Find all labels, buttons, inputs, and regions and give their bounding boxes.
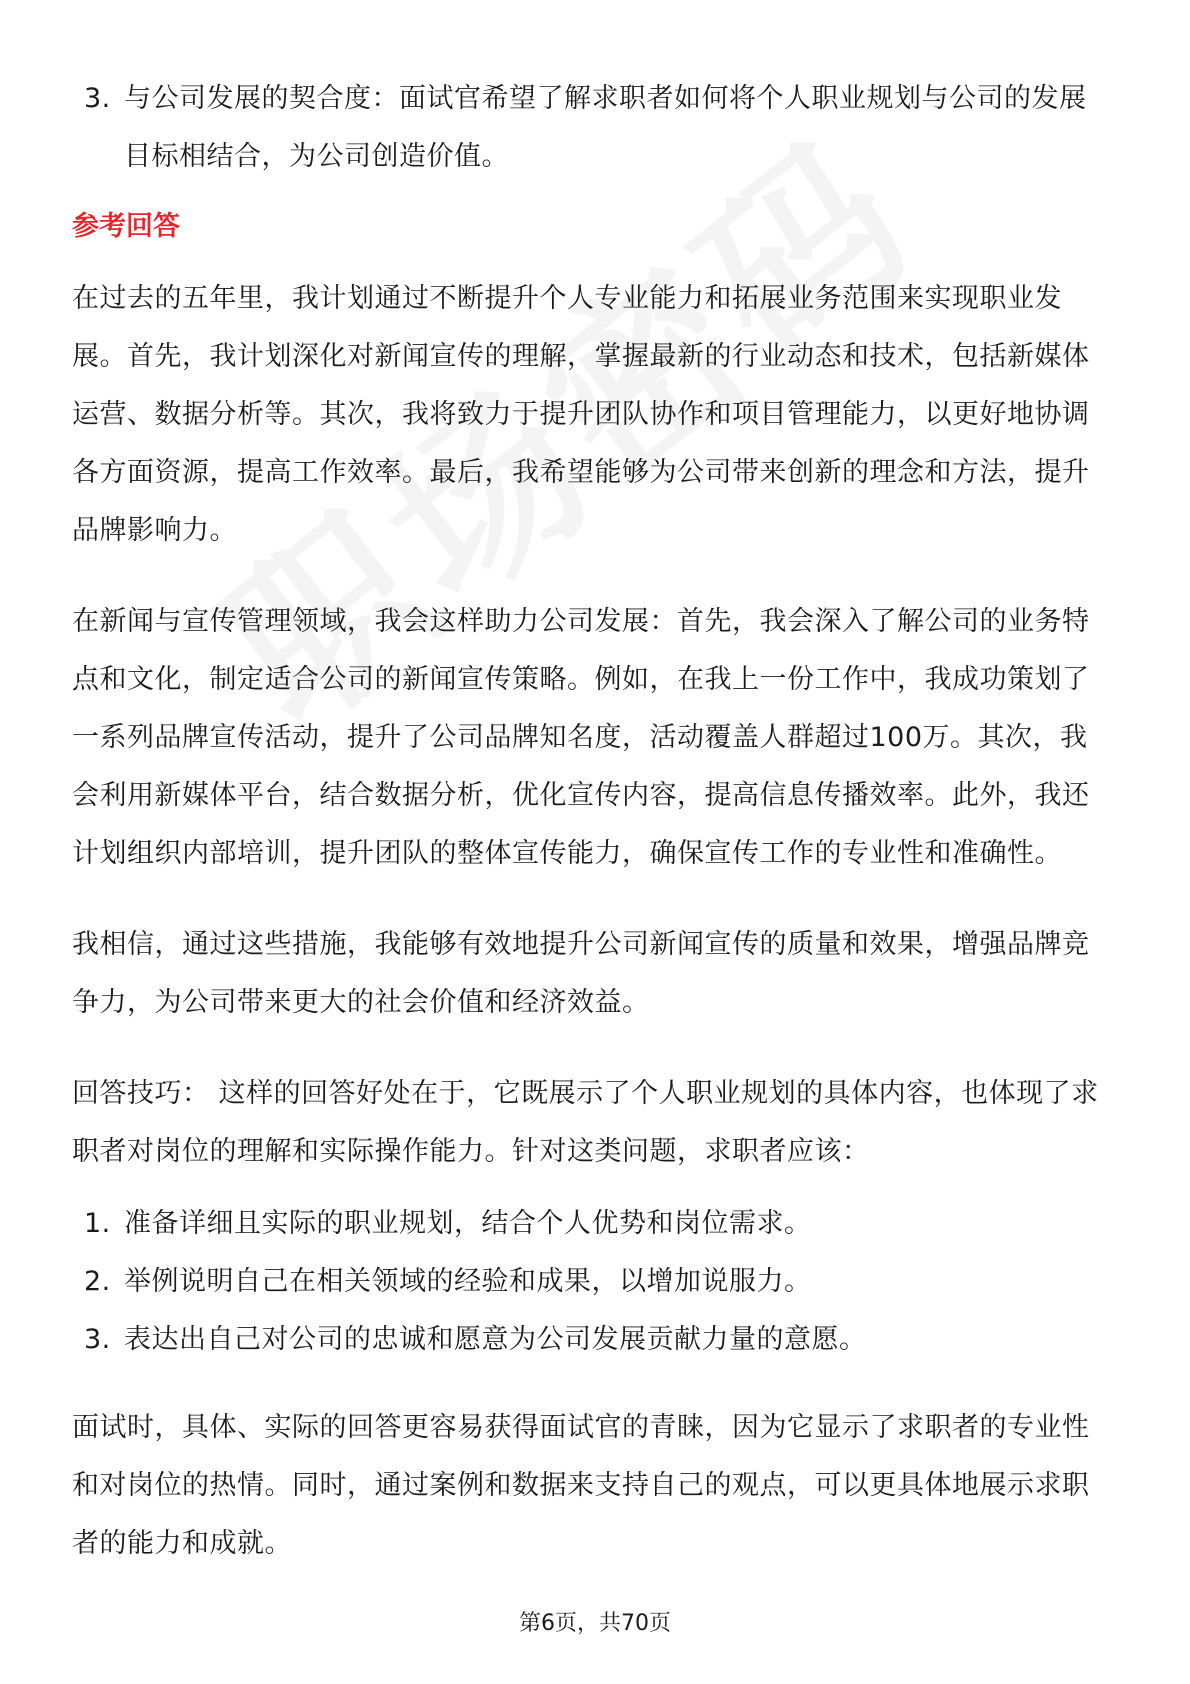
list-item: [72, 70, 1112, 186]
list-text: 准备详细且实际的职业规划，结合个人优势和岗位需求。: [124, 1208, 812, 1239]
closing-paragraph: 面试时，具体、实际的回答更容易获得面试官的青睐，因为它显示了求职者的专业性和对岗位的热情。同时，通过案例和数据来支持自己的观点，可以更具体地展示求职者的能力和成就。: [72, 1412, 1090, 1559]
page-footer: 第6页，共70页: [519, 1611, 671, 1636]
intro-list: [72, 70, 1112, 186]
list-number: 1.: [84, 1208, 111, 1239]
list-item: [72, 1311, 1112, 1369]
section-heading: 参考回答: [72, 211, 180, 242]
tips-intro: 回答技巧： 这样的回答好处在于，它既展示了个人职业规划的具体内容，也体现了求职者对岗位的理解和实际操作能力。针对这类问题，求职者应该：: [72, 1078, 1099, 1167]
list-text: 与公司发展的契合度：面试官希望了解求职者如何将个人职业规划与公司的发展目标相结合，为公司创造价值。: [124, 83, 1087, 172]
list-text: 举例说明自己在相关领域的经验和成果，以增加说服力。: [124, 1266, 812, 1297]
answer-paragraph: 在过去的五年里，我计划通过不断提升个人专业能力和拓展业务范围来实现职业发展。首先，我计划深化对新闻宣传的理解，掌握最新的行业动态和技术，包括新媒体运营、数据分析等。其次，我将致力于提升团队协作和项目管理能力，以更好地协调各方面资源，提高工作效率。最后，我希望能够为公司带来创新的理念和方法，提升品牌影响力。: [72, 283, 1090, 546]
list-text: 表达出自己对公司的忠诚和愿意为公司发展贡献力量的意愿。: [124, 1324, 867, 1355]
list-item: [72, 1253, 1112, 1311]
tips-list: [72, 1195, 1112, 1369]
list-item: [72, 1195, 1112, 1253]
answer-paragraph: 我相信，通过这些措施，我能够有效地提升公司新闻宣传的质量和效果，增强品牌竞争力，为公司带来更大的社会价值和经济效益。: [72, 929, 1090, 1018]
answer-paragraph: 在新闻与宣传管理领域，我会这样助力公司发展：首先，我会深入了解公司的业务特点和文化，制定适合公司的新闻宣传策略。例如，在我上一份工作中，我成功策划了一系列品牌宣传活动，提升了公司品牌知名度，活动覆盖人群超过100万。其次，我会利用新媒体平台，结合数据分析，优化宣传内容，提高信息传播效率。此外，我还计划组织内部培训，提升团队的整体宣传能力，确保宣传工作的专业性和准确性。: [72, 606, 1090, 869]
list-number: 3.: [84, 1324, 111, 1355]
document-page: [72, 70, 1112, 1606]
list-number: 3.: [84, 83, 111, 114]
list-number: 2.: [84, 1266, 111, 1297]
